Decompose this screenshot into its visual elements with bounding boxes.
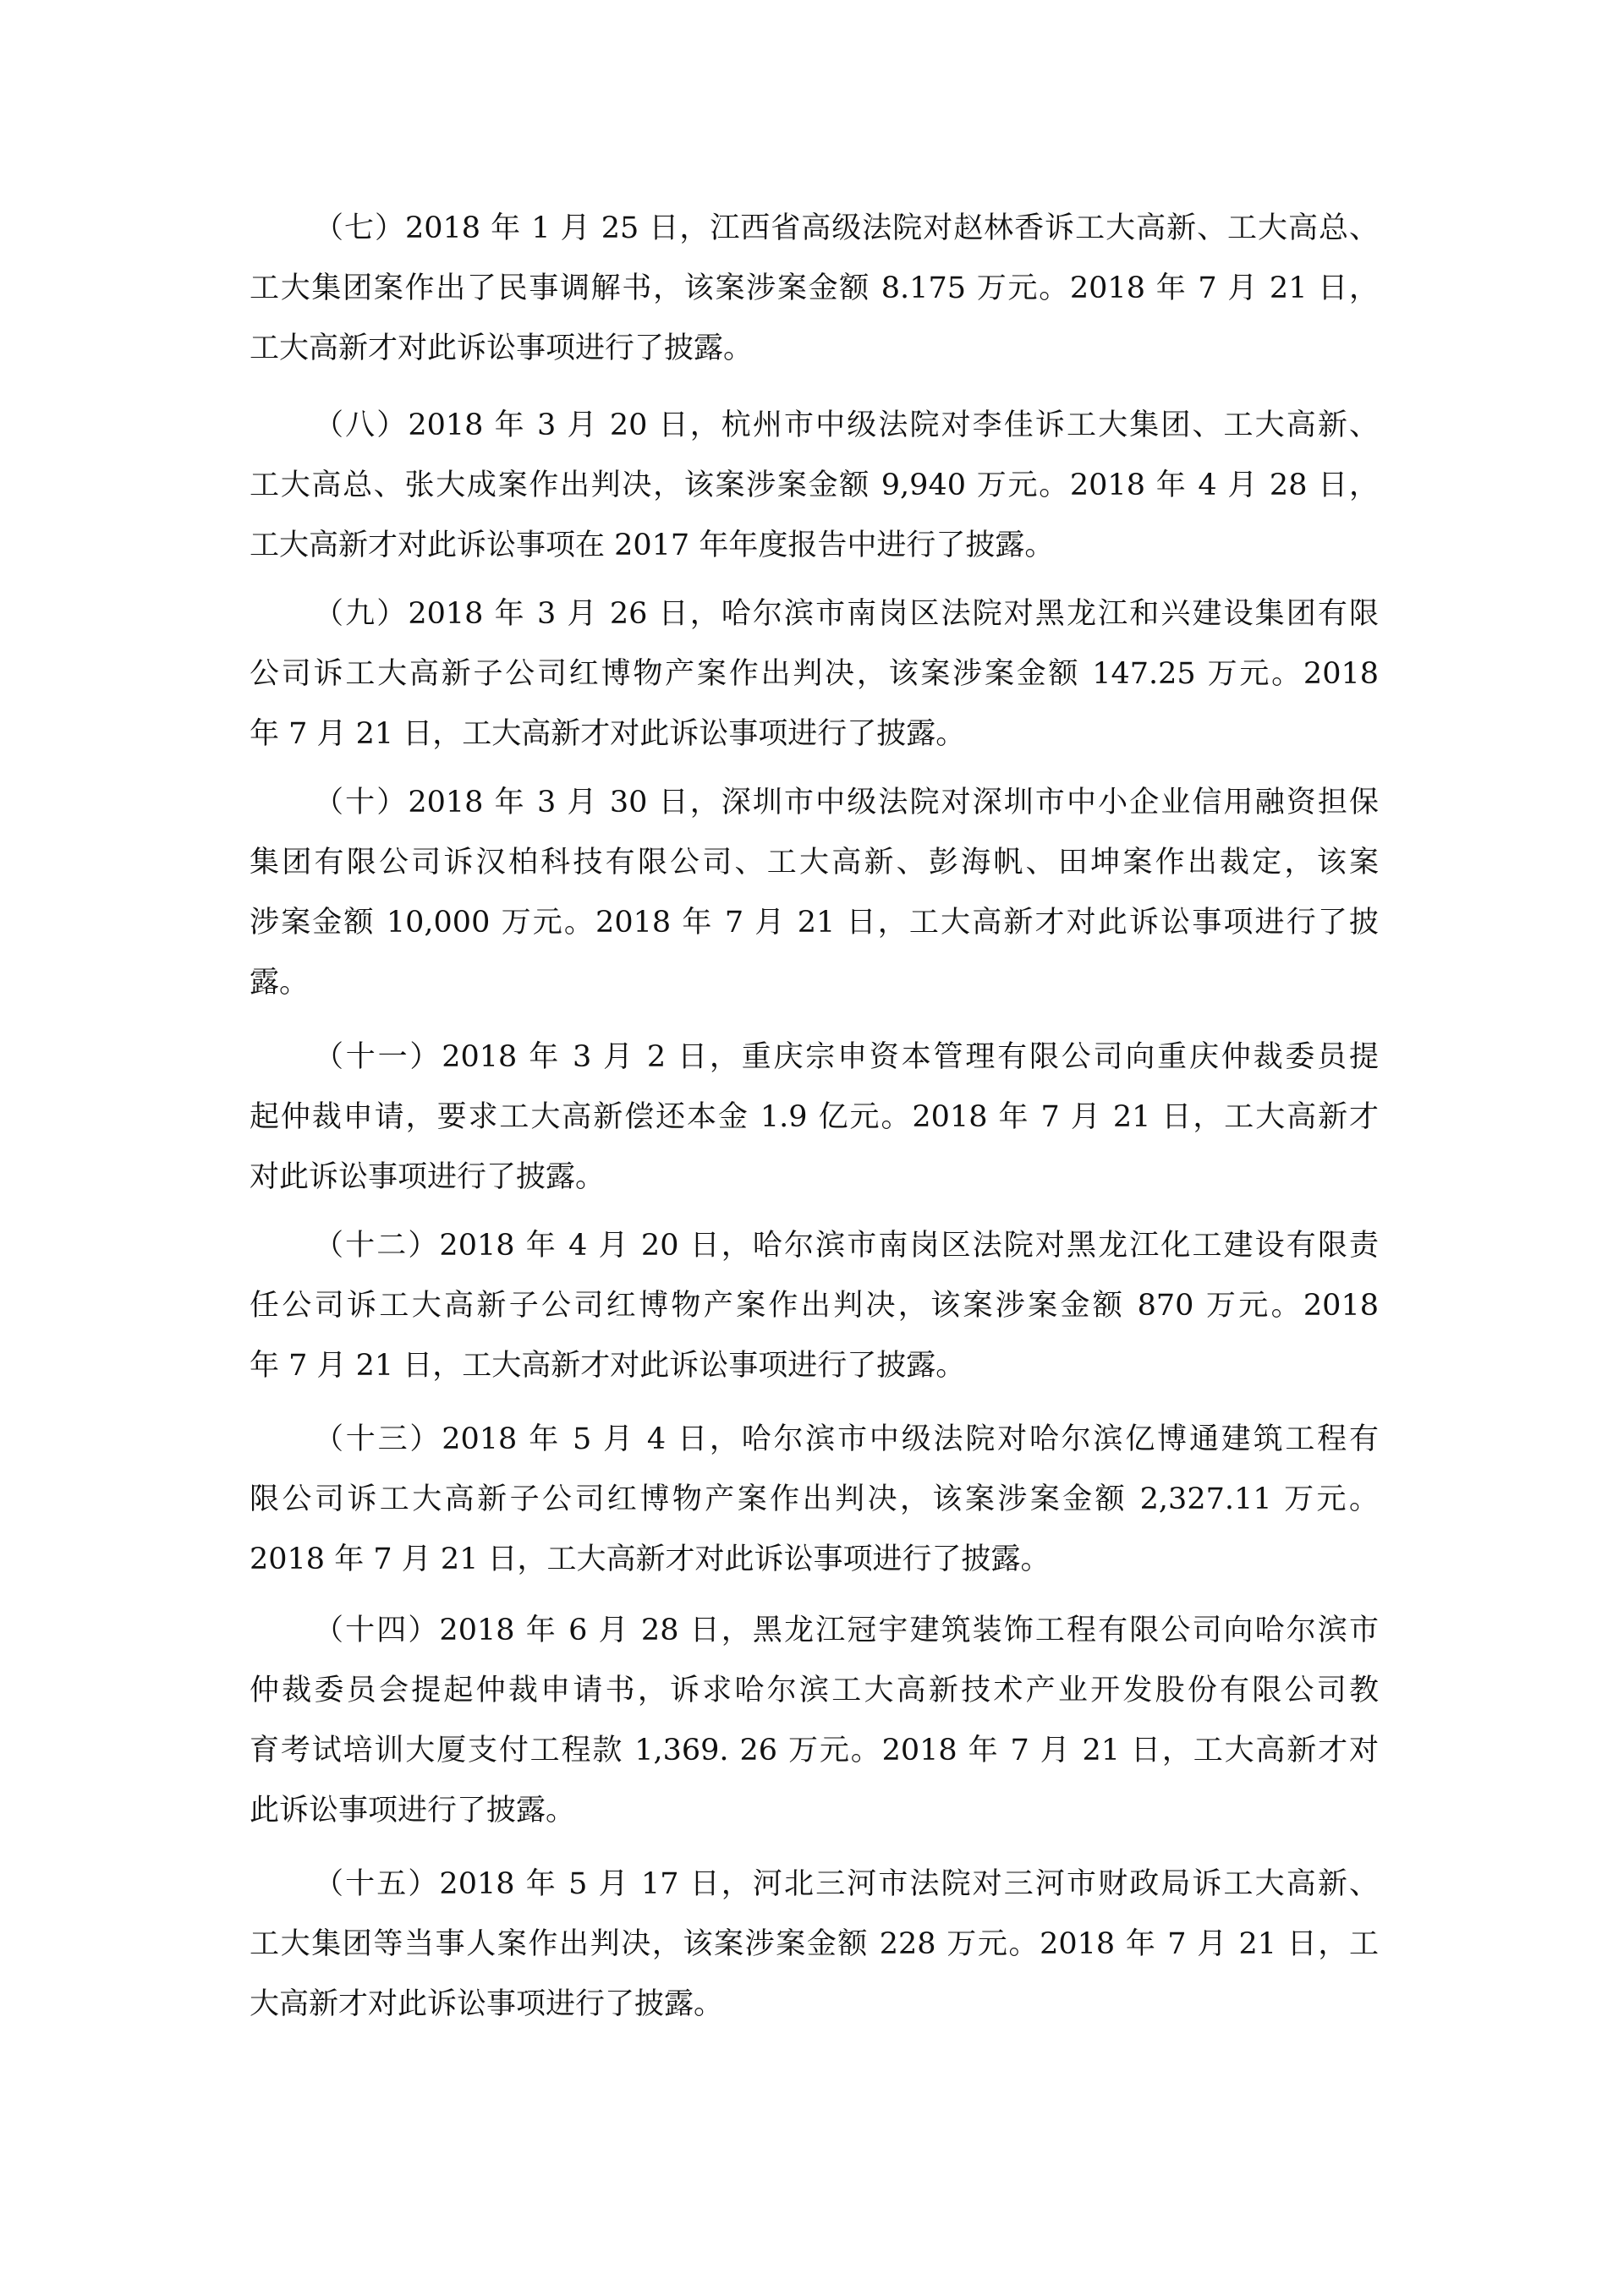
- paragraph-item-14: [250, 1601, 1379, 1841]
- text-line: 露。: [250, 966, 310, 1000]
- text-line: 任公司诉工大高新子公司红博物产案作出判决，该案涉案金额 870 万元。2018: [250, 1289, 1379, 1323]
- text-line: （九）2018 年 3 月 26 日，哈尔滨市南岗区法院对黑龙江和兴建设集团有限: [314, 597, 1379, 631]
- paragraph-item-10: [250, 773, 1379, 1013]
- text-line: （八）2018 年 3 月 20 日，杭州市中级法院对李佳诉工大集团、工大高新、: [314, 408, 1379, 442]
- text-line: 涉案金额 10,000 万元。2018 年 7 月 21 日，工大高新才对此诉讼事项进行了披: [250, 906, 1379, 940]
- text-line: 工大高新才对此诉讼事项在 2017 年年度报告中进行了披露。: [250, 529, 1055, 562]
- text-line: （十三）2018 年 5 月 4 日，哈尔滨市中级法院对哈尔滨亿博通建筑工程有: [314, 1422, 1379, 1456]
- text-line: （十二）2018 年 4 月 20 日，哈尔滨市南岗区法院对黑龙江化工建设有限责: [314, 1229, 1379, 1263]
- text-line: 育考试培训大厦支付工程款 1,369. 26 万元。2018 年 7 月 21 日，工大高新才对: [250, 1734, 1379, 1767]
- text-line: （十五）2018 年 5 月 17 日，河北三河市法院对三河市财政局诉工大高新、: [314, 1867, 1379, 1901]
- text-line: （十）2018 年 3 月 30 日，深圳市中级法院对深圳市中小企业信用融资担保: [314, 786, 1379, 819]
- text-line: （七）2018 年 1 月 25 日，江西省高级法院对赵林香诉工大高新、工大高总、: [314, 211, 1379, 245]
- paragraph-item-7: [250, 199, 1379, 379]
- text-line: 对此诉讼事项进行了披露。: [250, 1160, 606, 1194]
- text-line: 限公司诉工大高新子公司红博物产案作出判决，该案涉案金额 2,327.11 万元。: [250, 1482, 1379, 1516]
- paragraph-item-11: [250, 1027, 1379, 1208]
- paragraph-item-9: [250, 584, 1379, 764]
- text-line: 2018 年 7 月 21 日，工大高新才对此诉讼事项进行了披露。: [250, 1543, 1051, 1576]
- text-line: 年 7 月 21 日，工大高新才对此诉讼事项进行了披露。: [250, 1349, 966, 1383]
- text-line: 此诉讼事项进行了披露。: [250, 1794, 576, 1827]
- text-line: （十一）2018 年 3 月 2 日，重庆宗申资本管理有限公司向重庆仲裁委员提: [314, 1040, 1379, 1074]
- text-line: 工大集团等当事人案作出判决，该案涉案金额 228 万元。2018 年 7 月 21 日，工: [250, 1927, 1379, 1961]
- text-line: 年 7 月 21 日，工大高新才对此诉讼事项进行了披露。: [250, 717, 966, 751]
- text-line: 大高新才对此诉讼事项进行了披露。: [250, 1987, 724, 2021]
- text-line: 起仲裁申请，要求工大高新偿还本金 1.9 亿元。2018 年 7 月 21 日，工大高新才: [250, 1100, 1379, 1134]
- text-line: 工大高总、张大成案作出判决，该案涉案金额 9,940 万元。2018 年 4 月 28 日，: [250, 469, 1379, 502]
- text-line: 仲裁委员会提起仲裁申请书，诉求哈尔滨工大高新技术产业开发股份有限公司教: [250, 1674, 1379, 1707]
- paragraph-item-13: [250, 1410, 1379, 1590]
- paragraph-item-15: [250, 1855, 1379, 2035]
- text-line: 工大集团案作出了民事调解书，该案涉案金额 8.175 万元。2018 年 7 月 21 日，: [250, 271, 1379, 305]
- paragraph-item-8: [250, 396, 1379, 576]
- text-line: 工大高新才对此诉讼事项进行了披露。: [250, 332, 754, 365]
- text-line: （十四）2018 年 6 月 28 日，黑龙江冠宇建筑装饰工程有限公司向哈尔滨市: [314, 1614, 1379, 1647]
- text-line: 集团有限公司诉汉柏科技有限公司、工大高新、彭海帆、田坤案作出裁定，该案: [250, 846, 1379, 879]
- paragraph-item-12: [250, 1216, 1379, 1396]
- text-line: 公司诉工大高新子公司红博物产案作出判决，该案涉案金额 147.25 万元。2018: [250, 657, 1379, 691]
